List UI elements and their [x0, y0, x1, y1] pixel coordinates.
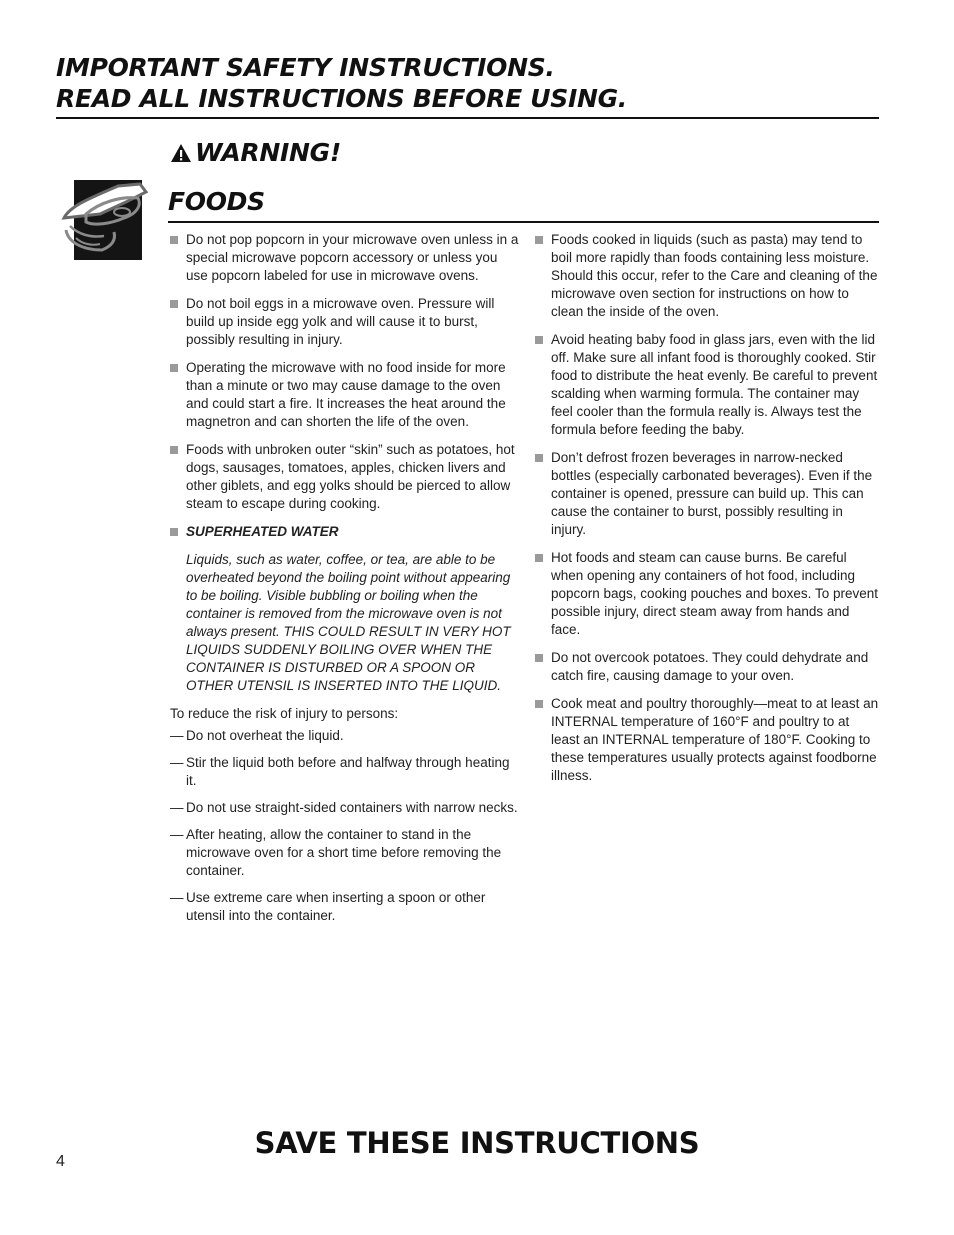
dash-text: Do not use straight-sided containers with narrow necks. — [186, 800, 518, 815]
bullet-square-icon — [535, 236, 543, 244]
warning-triangle-icon — [170, 143, 192, 163]
header-divider — [56, 117, 879, 119]
list-item — [170, 441, 520, 513]
superheated-heading — [170, 523, 520, 541]
list-item — [535, 695, 880, 785]
list-item — [535, 231, 880, 321]
dash-text: Stir the liquid both before and halfway through heating it. — [186, 755, 510, 788]
dash-text: After heating, allow the container to stand in the microwave oven for a short time before removing the container. — [186, 827, 502, 878]
dash-item — [170, 889, 520, 925]
bullet-square-icon — [170, 236, 178, 244]
warning-heading — [170, 138, 341, 167]
item-text: Cook meat and poultry thoroughly—meat to at least an INTERNAL temperature of 160°F and poultry to at least an INTERNAL temperature of 180°F. Cooking to these temperatures usually protects against foodborne illness. — [551, 696, 879, 783]
bullet-square-icon — [535, 336, 543, 344]
dash-item — [170, 727, 520, 745]
bullet-square-icon — [170, 300, 178, 308]
warning-label: WARNING! — [195, 138, 341, 167]
list-item — [535, 449, 880, 539]
save-instructions-footer: SAVE THESE INSTRUCTIONS — [254, 1126, 700, 1160]
item-text: Do not pop popcorn in your microwave oven unless in a special microwave popcorn accessory or unless you use popcorn labeled for use in microwave ovens. — [186, 232, 519, 283]
item-text: Do not boil eggs in a microwave oven. Pressure will build up inside egg yolk and will cause it to burst, possibly resulting in injury. — [186, 296, 495, 347]
bullet-square-icon — [535, 454, 543, 462]
page-header — [56, 52, 878, 114]
superheated-text: Liquids, such as water, coffee, or tea, are able to be overheated beyond the boiling point without appearing to be boiling. Visible bubbling or boiling when the container is removed from the microwave oven is not always present. THIS COULD RESULT IN VERY HOT LIQUIDS SUDDENLY BOILING OVER WHEN THE CONTAINER IS DISTURBED OR A SPOON OR OTHER UTENSIL IS INSERTED INTO THE LIQUID. — [186, 552, 511, 693]
bullet-square-icon — [535, 700, 543, 708]
dash-text: Use extreme care when inserting a spoon or other utensil into the container. — [186, 890, 486, 923]
dash-item — [170, 754, 520, 790]
bullet-square-icon — [170, 528, 178, 536]
dash-marker: — — [170, 728, 184, 743]
dash-marker: — — [170, 890, 184, 905]
item-text: Operating the microwave with no food inside for more than a minute or two may cause damage to the oven and could start a fire. It increases the heat around the magnetron and can shorten the life of the oven. — [186, 360, 506, 429]
dash-marker: — — [170, 755, 184, 770]
dash-text: Do not overheat the liquid. — [186, 728, 344, 743]
header-line-1: IMPORTANT SAFETY INSTRUCTIONS. — [56, 53, 555, 82]
bullet-square-icon — [535, 554, 543, 562]
list-item — [535, 331, 880, 439]
list-item — [170, 359, 520, 431]
item-text: Don’t defrost frozen beverages in narrow-necked bottles (especially carbonated beverages). Even if the container is opened, pressure can build up. This can cause the container to burst, possibly resulting in injury. — [551, 450, 873, 537]
left-column — [170, 231, 520, 934]
list-item — [535, 549, 880, 639]
right-column — [535, 231, 880, 795]
bullet-square-icon — [170, 446, 178, 454]
dash-marker: — — [170, 827, 184, 842]
reduce-risk-intro: To reduce the risk of injury to persons: — [170, 706, 399, 721]
list-item — [170, 231, 520, 285]
dash-item — [170, 799, 520, 817]
dash-marker: — — [170, 800, 184, 815]
food-hand-icon — [60, 180, 150, 262]
bullet-square-icon — [170, 364, 178, 372]
header-line-2: READ ALL INSTRUCTIONS BEFORE USING. — [56, 84, 628, 113]
item-text: Do not overcook potatoes. They could dehydrate and catch fire, causing damage to your oven. — [551, 650, 869, 683]
dash-item — [170, 826, 520, 880]
section-divider — [168, 221, 879, 223]
item-text: Foods cooked in liquids (such as pasta) may tend to boil more rapidly than foods containing less moisture. Should this occur, refer to the Care and cleaning of the microwave oven section for instructions on how to clean the inside of the oven. — [551, 232, 878, 319]
page-number: 4 — [56, 1153, 65, 1170]
list-item — [535, 649, 880, 685]
subheading-text: SUPERHEATED WATER — [186, 524, 339, 539]
item-text: Hot foods and steam can cause burns. Be careful when opening any containers of hot food, including popcorn bags, cooking pouches and boxes. To prevent possible injury, direct steam away from hands and face. — [551, 550, 878, 637]
list-item — [170, 295, 520, 349]
bullet-square-icon — [535, 654, 543, 662]
section-title: FOODS — [168, 187, 265, 216]
item-text: Foods with unbroken outer “skin” such as potatoes, hot dogs, sausages, tomatoes, apples, chicken livers and other giblets, and egg yolks should be pierced to allow steam to escape during cooking. — [186, 442, 515, 511]
item-text: Avoid heating baby food in glass jars, even with the lid off. Make sure all infant food is thoroughly cooked. Stir food to distribute the heat evenly. Be careful to prevent scalding when warming formula. The container may feel cooler than the formula really is. Always test the formula before feeding the baby. — [551, 332, 878, 437]
